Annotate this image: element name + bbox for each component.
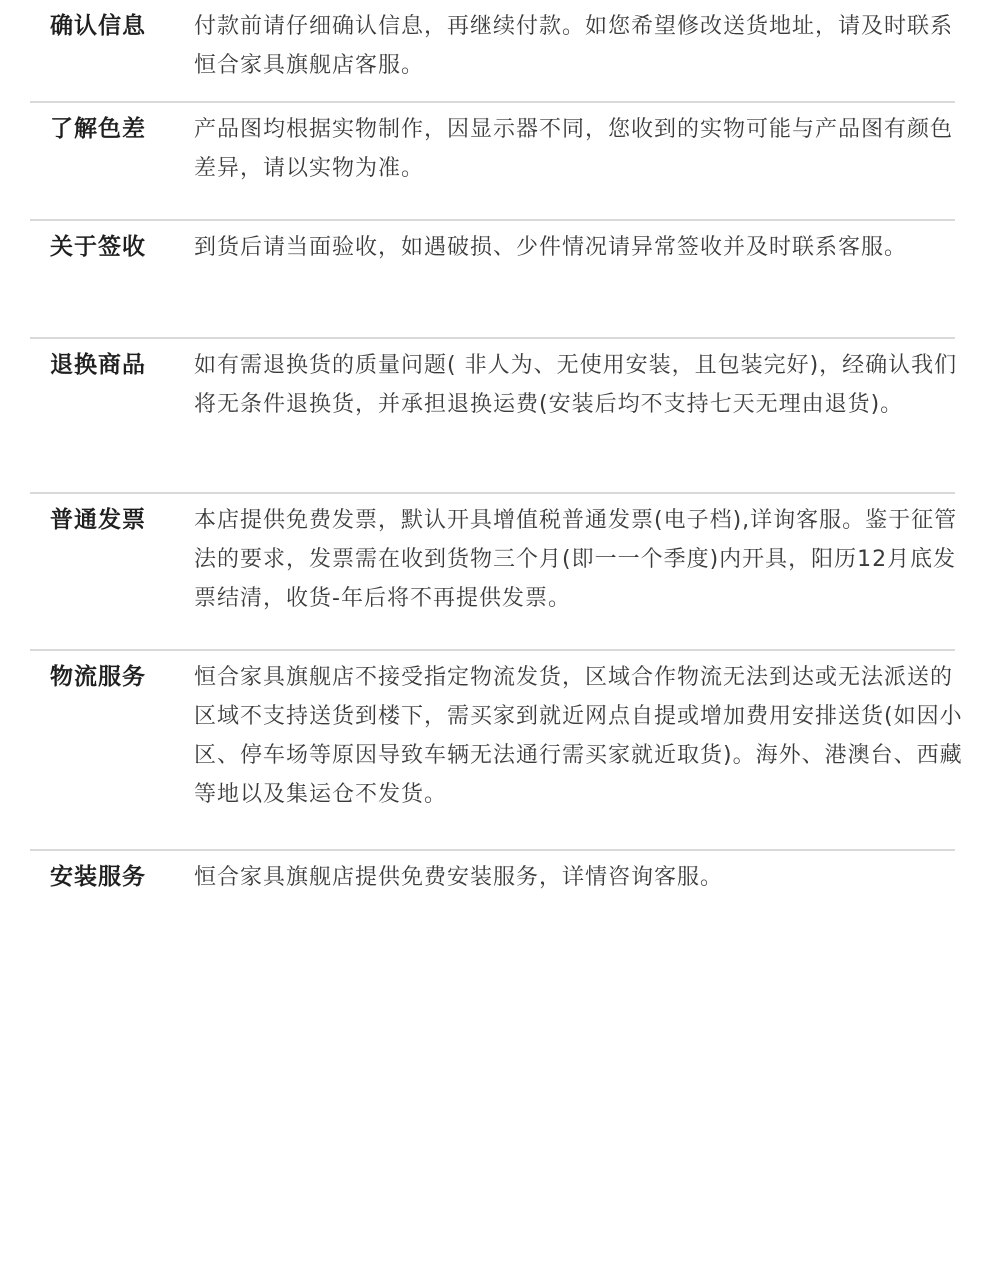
notice-text: 恒合家具旗舰店不接受指定物流发货，区域合作物流无法到达或无法派送的区域不支持送货到楼下，需买家到就近网点自提或增加费用安排送货(如因小区、停车场等原因导致车辆无法通行需买家就近取货)。海外、港澳台、西藏等地以及集运仓不发货。 (194, 665, 963, 807)
notice-label: 安装服务 (50, 864, 146, 890)
notice-row-delivery-signoff (30, 221, 955, 339)
notice-row-installation (30, 851, 955, 931)
purchase-notice-list (30, 0, 963, 931)
notice-row-invoice (30, 494, 958, 651)
notice-text: 付款前请仔细确认信息，再继续付款。如您希望修改送货地址，请及时联系恒合家具旗舰店客服。 (194, 14, 954, 78)
notice-row-confirm-info (30, 0, 955, 103)
notice-row-logistics (30, 651, 963, 851)
notice-row-color-difference (30, 103, 955, 221)
notice-label: 物流服务 (50, 664, 146, 690)
notice-label: 了解色差 (50, 116, 146, 142)
notice-label: 退换商品 (50, 352, 146, 378)
notice-text: 如有需退换货的质量问题( 非人为、无使用安装，且包装完好)，经确认我们将无条件退换货，并承担退换运费(安装后均不支持七天无理由退货)。 (194, 353, 958, 417)
notice-text: 恒合家具旗舰店提供免费安装服务，详情咨询客服。 (194, 865, 724, 890)
notice-text: 本店提供免费发票，默认开具增值税普通发票(电子档),详询客服。鉴于征管法的要求，发票需在收到货物三个月(即一一个季度)内开具，阳历12月底发票结清，收货-年后将不再提供发票。 (194, 508, 958, 611)
notice-row-returns (30, 339, 958, 494)
notice-label: 确认信息 (50, 13, 146, 39)
notice-label: 普通发票 (50, 507, 146, 533)
notice-text: 产品图均根据实物制作，因显示器不同，您收到的实物可能与产品图有颜色差异，请以实物为准。 (194, 117, 954, 181)
notice-text: 到货后请当面验收，如遇破损、少件情况请异常签收并及时联系客服。 (194, 235, 908, 260)
notice-label: 关于签收 (50, 234, 146, 260)
